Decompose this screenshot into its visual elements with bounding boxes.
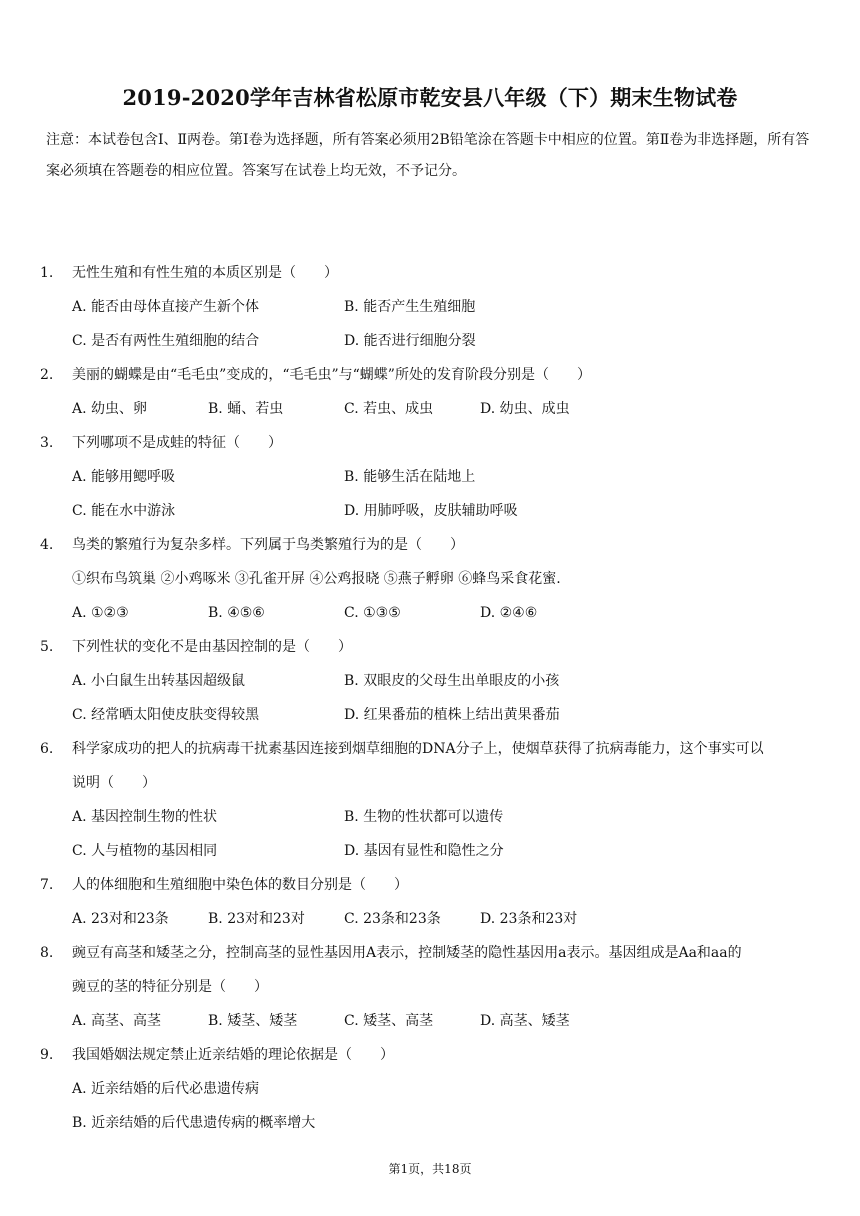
- options: [40, 902, 820, 936]
- question-stem: 科学家成功的把人的抗病毒干扰素基因连接到烟草细胞的DNA分子上，使烟草获得了抗病毒能力，这个事实可以: [72, 741, 764, 757]
- option-a: A. 能否由母体直接产生新个体: [72, 299, 260, 315]
- option-a: A. 23对和23条: [72, 911, 169, 927]
- question-stem: 人的体细胞和生殖细胞中染色体的数目分别是（ ）: [72, 877, 408, 893]
- question-stem: 鸟类的繁殖行为复杂多样。下列属于鸟类繁殖行为的是（ ）: [72, 537, 464, 553]
- question-stem: 豌豆有高茎和矮茎之分，控制高茎的显性基因用A表示，控制矮茎的隐性基因用a表示。基因组成是Aa和aa的: [72, 945, 742, 961]
- option-b: B. 23对和23对: [208, 911, 305, 927]
- question-4: [40, 528, 820, 630]
- option-d: D. 高茎、矮茎: [480, 1013, 570, 1029]
- question-5: [40, 630, 820, 732]
- question-stem: 我国婚姻法规定禁止近亲结婚的理论依据是（ ）: [72, 1047, 394, 1063]
- question-number: 8.: [40, 945, 54, 961]
- option-d: D. 基因有显性和隐性之分: [344, 843, 504, 859]
- question-number: 7.: [40, 877, 54, 893]
- option-a: A. ①②③: [72, 605, 129, 621]
- question-9: [40, 1038, 820, 1140]
- question-2: [40, 358, 820, 426]
- question-number: 6.: [40, 741, 54, 757]
- page-title: 2019-2020学年吉林省松原市乾安县八年级（下）期末生物试卷: [122, 85, 738, 110]
- option-b: B. 双眼皮的父母生出单眼皮的小孩: [344, 673, 560, 689]
- question-number: 3.: [40, 435, 54, 451]
- question-number: 1.: [40, 265, 54, 281]
- option-c: C. ①③⑤: [344, 605, 401, 621]
- question-number: 5.: [40, 639, 54, 655]
- question-continuation: 说明（ ）: [72, 775, 156, 791]
- option-a: A. 近亲结婚的后代必患遗传病: [72, 1081, 260, 1097]
- option-b: B. 蛹、若虫: [208, 401, 284, 417]
- options: [40, 800, 820, 868]
- options: [40, 664, 820, 732]
- options: [40, 460, 820, 528]
- option-a: A. 基因控制生物的性状: [72, 809, 218, 825]
- question-7: [40, 868, 820, 936]
- question-number: 2.: [40, 367, 54, 383]
- option-d: D. 23条和23对: [480, 911, 578, 927]
- question-8: [40, 936, 820, 1038]
- options: [40, 1072, 820, 1140]
- question-1: [40, 256, 820, 358]
- option-b: B. 近亲结婚的后代患遗传病的概率增大: [72, 1115, 316, 1131]
- option-c: C. 是否有两性生殖细胞的结合: [72, 333, 260, 349]
- option-c: C. 若虫、成虫: [344, 401, 434, 417]
- option-d: D. 红果番茄的植株上结出黄果番茄: [344, 707, 560, 723]
- option-d: D. 幼虫、成虫: [480, 401, 570, 417]
- option-c: C. 人与植物的基因相同: [72, 843, 218, 859]
- question-6: [40, 732, 820, 868]
- option-a: A. 幼虫、卵: [72, 401, 148, 417]
- page-footer: 第1页，共18页: [388, 1162, 472, 1176]
- question-number: 4.: [40, 537, 54, 553]
- options: [40, 596, 820, 630]
- option-b: B. 能够生活在陆地上: [344, 469, 476, 485]
- option-a: A. 高茎、高茎: [72, 1013, 162, 1029]
- options: [40, 1004, 820, 1038]
- option-b: B. 生物的性状都可以遗传: [344, 809, 504, 825]
- question-stem: 下列哪项不是成蛙的特征（ ）: [72, 435, 282, 451]
- question-stem: 下列性状的变化不是由基因控制的是（ ）: [72, 639, 352, 655]
- option-c: C. 经常晒太阳使皮肤变得较黑: [72, 707, 260, 723]
- option-a: A. 能够用鳃呼吸: [72, 469, 176, 485]
- option-a: A. 小白鼠生出转基因超级鼠: [72, 673, 246, 689]
- option-d: D. 能否进行细胞分裂: [344, 333, 476, 349]
- option-b: B. ④⑤⑥: [208, 605, 265, 621]
- question-3: [40, 426, 820, 528]
- question-list: [40, 256, 820, 1140]
- question-number: 9.: [40, 1047, 54, 1063]
- question-continuation: 豌豆的茎的特征分别是（ ）: [72, 979, 268, 995]
- option-d: D. 用肺呼吸，皮肤辅助呼吸: [344, 503, 518, 519]
- options: [40, 392, 820, 426]
- option-c: C. 矮茎、高茎: [344, 1013, 434, 1029]
- question-stem: 美丽的蝴蝶是由“毛毛虫”变成的，“毛毛虫”与“蝴蝶”所处的发育阶段分别是（ ）: [72, 367, 591, 383]
- options: [40, 290, 820, 358]
- option-b: B. 能否产生生殖细胞: [344, 299, 476, 315]
- exam-notice: 注意：本试卷包含Ⅰ、Ⅱ两卷。第Ⅰ卷为选择题，所有答案必须用2B铅笔涂在答题卡中相应的位置。第Ⅱ卷为非选择题，所有答案必须填在答题卷的相应位置。答案写在试卷上均无效，不予记分。: [46, 132, 810, 179]
- option-c: C. 能在水中游泳: [72, 503, 176, 519]
- option-d: D. ②④⑥: [480, 605, 538, 621]
- option-b: B. 矮茎、矮茎: [208, 1013, 298, 1029]
- question-continuation: ①织布鸟筑巢 ②小鸡啄米 ③孔雀开屏 ④公鸡报晓 ⑤燕子孵卵 ⑥蜂鸟采食花蜜.: [72, 571, 561, 587]
- question-stem: 无性生殖和有性生殖的本质区别是（ ）: [72, 265, 338, 281]
- option-c: C. 23条和23条: [344, 911, 441, 927]
